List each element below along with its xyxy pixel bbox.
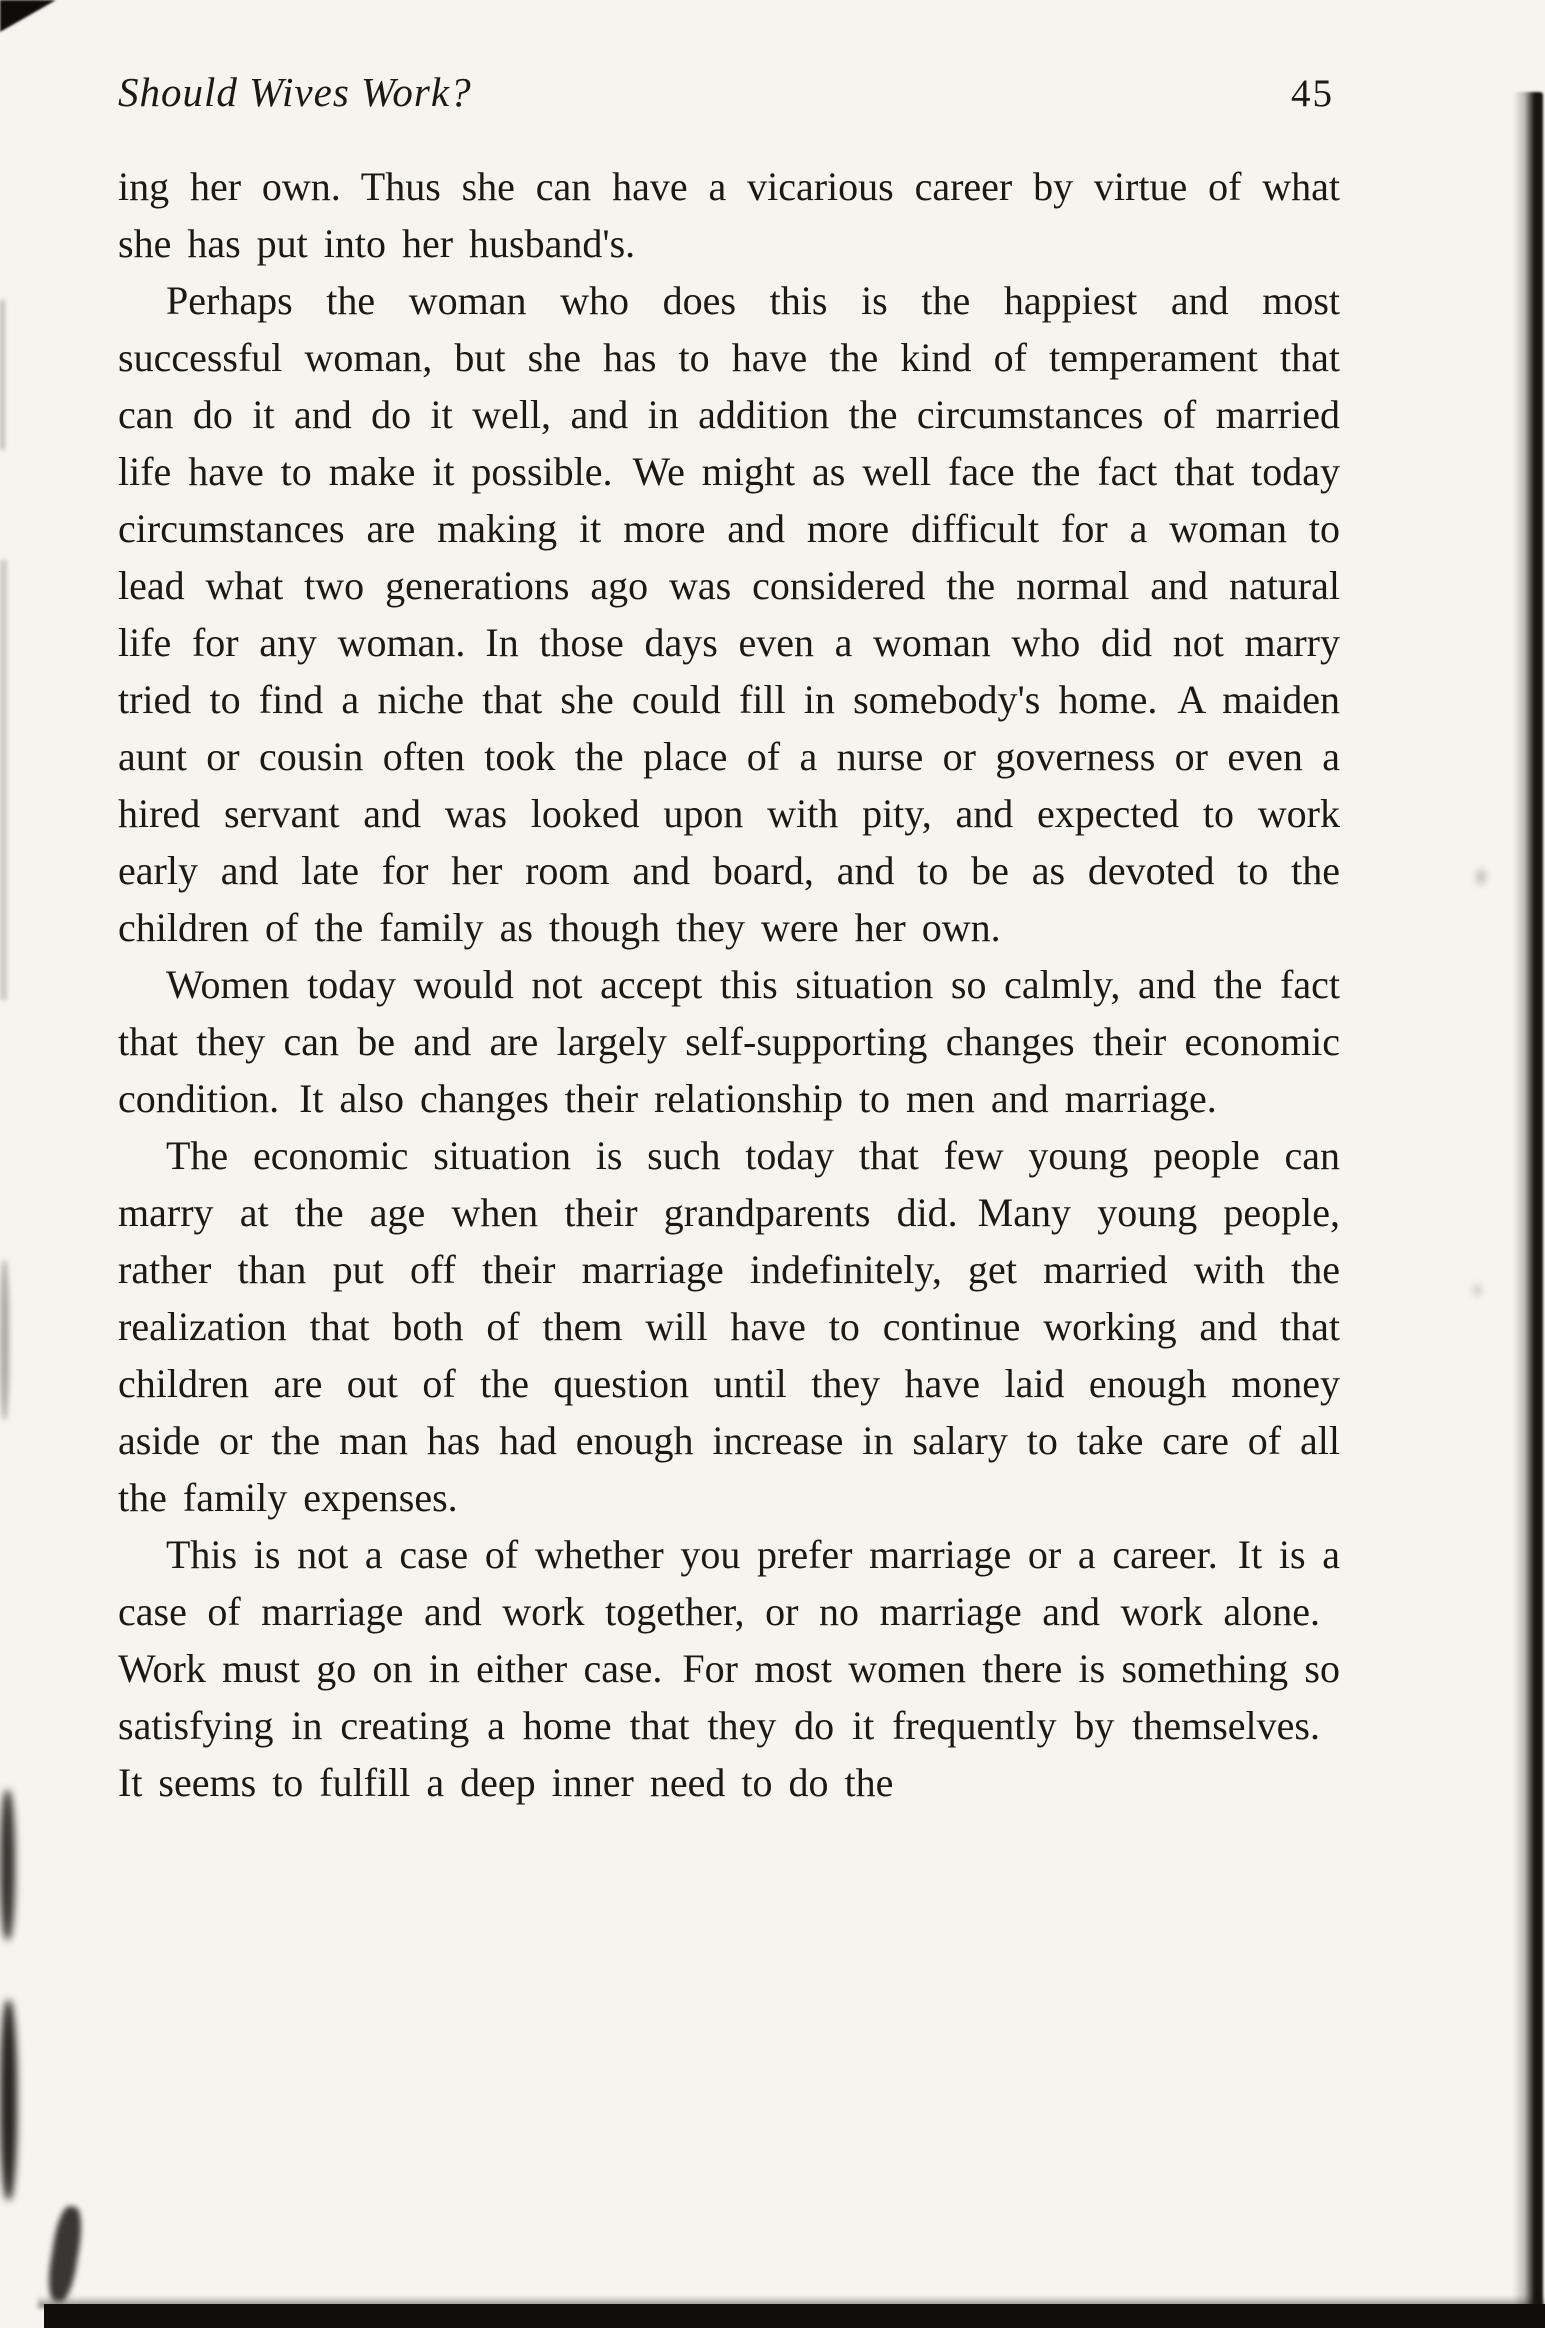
scan-smudge xyxy=(0,300,5,450)
paragraph: Perhaps the woman who does this is the happiest and most successful woman, but she has to have the kind of temperament that can do it and do it well, and in addition the circumstances of married life have to make it possible. We might as well face the fact that today circumstances are making it more and more difficult for a woman to lead what two generations ago was considered the normal and natural life for any woman. In those days even a woman who did not marry tried to find a niche that she could fill in somebody's home. A maiden aunt or cousin often took the place of a nurse or governess or even a hired servant and was looked upon with pity, and expected to work early and late for her room and board, and to be as devoted to the children of the family as though they were her own. xyxy=(118,278,1340,950)
page-gutter-shadow xyxy=(1513,92,1543,2312)
paragraph: This is not a case of whether you prefer marriage or a career. It is a case of marriage and work together, or no marriage and work alone. Work must go on in either case. For most women there is something so satisfying in creating a home that they do it frequently by themselves. It seems to fulfill a deep inner need to do the xyxy=(118,1532,1340,1805)
paragraph-continued: ing her own. Thus she can have a vicarious career by virtue of what she has put into her husband's. xyxy=(118,164,1340,266)
corner-fold-mark xyxy=(0,0,56,32)
page-header xyxy=(118,68,1340,116)
page-number: 45 xyxy=(1291,72,1334,115)
scan-speck xyxy=(1477,870,1485,884)
scan-bottom-bar xyxy=(44,2304,1545,2328)
body-text xyxy=(118,158,1340,1811)
scan-smudge xyxy=(45,2205,86,2304)
scan-smudge xyxy=(0,2000,17,2200)
paragraph: The economic situation is such today that few young people can marry at the age when their grandparents did. Many young people, rather than put off their marriage indefinitely, get married with the realization that both of them will have to continue working and that children are out of the question until they have laid enough money aside or the man has had enough increase in salary to take care of all the family expenses. xyxy=(118,1133,1340,1520)
scan-smudge xyxy=(0,1790,15,1940)
scan-speck xyxy=(1474,1285,1481,1295)
running-title: Should Wives Work? xyxy=(118,69,472,115)
scan-smudge xyxy=(0,1260,9,1420)
scan-smudge xyxy=(0,560,7,1000)
paragraph: Women today would not accept this situation so calmly, and the fact that they can be and are largely self-supporting changes their economic condition. It also changes their relationship to men and marriage. xyxy=(118,962,1340,1121)
